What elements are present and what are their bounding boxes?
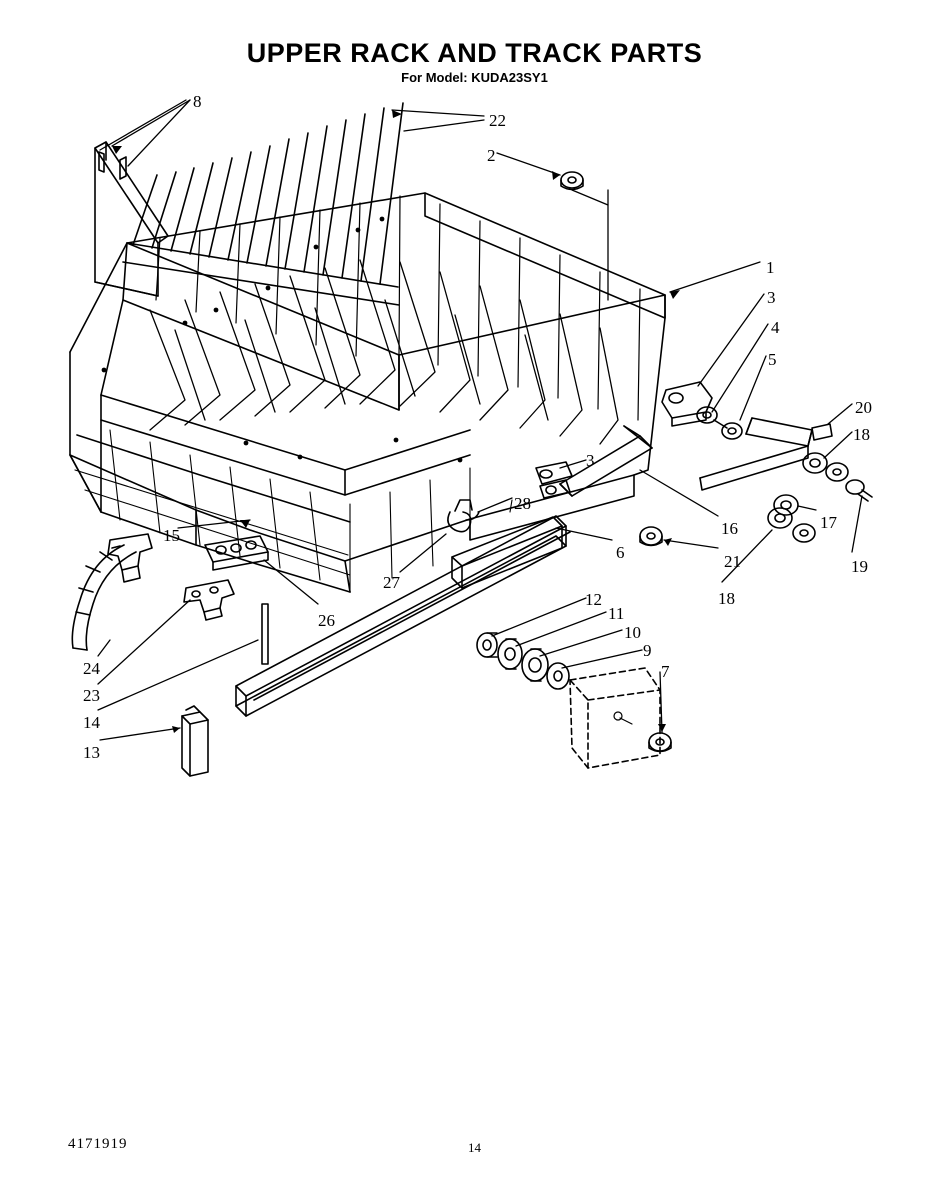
part-24-curved-strap: [72, 545, 136, 650]
callout-14: 14: [83, 713, 100, 732]
rack-interior-tines: [150, 260, 618, 444]
callout-13: 13: [83, 743, 100, 762]
part-21-nut-left: [640, 527, 662, 546]
part-15-rack-adjuster: [108, 534, 152, 582]
part-28-clip: [448, 500, 479, 532]
callout-6: 6: [616, 543, 625, 562]
part-13-end-cap: [182, 706, 208, 776]
callout-26: 26: [318, 611, 335, 630]
callout-3-left: 3: [586, 451, 595, 470]
part-11-spacer: [498, 639, 522, 669]
callout-7: 7: [661, 662, 670, 681]
callout-23: 23: [83, 686, 100, 705]
callout-9: 9: [643, 641, 652, 660]
callout-18-upper: 18: [853, 425, 870, 444]
part-14-rod: [262, 604, 268, 664]
callout-4: 4: [771, 318, 780, 337]
part-7-screw-detail: [614, 712, 632, 724]
callout-19: 19: [851, 557, 868, 576]
callout-3-right: 3: [767, 288, 776, 307]
callout-10: 10: [624, 623, 641, 642]
leader-arrowheads: [112, 110, 680, 733]
callout-17: 17: [820, 513, 837, 532]
callout-28: 28: [514, 494, 531, 513]
callout-18-lower: 18: [718, 589, 735, 608]
rack-back-wires: [156, 196, 640, 420]
part-2-nut: [561, 172, 583, 190]
callout-15: 15: [163, 526, 180, 545]
page-title: UPPER RACK AND TRACK PARTS: [246, 38, 703, 68]
part-23-clip-bracket: [184, 580, 234, 620]
model-subtitle: For Model: KUDA23SY1: [401, 70, 548, 85]
part-3-bracket-left: [536, 462, 572, 498]
callout-5: 5: [768, 350, 777, 369]
part-8-left-tine-panel: [95, 142, 168, 296]
part-17-washer: [774, 495, 798, 515]
callout-1: 1: [766, 258, 775, 277]
page-number: 14: [468, 1140, 481, 1155]
part-19-screw-right: [846, 480, 872, 501]
callout-27: 27: [383, 573, 400, 592]
callout-16: 16: [721, 519, 738, 538]
callout-2: 2: [487, 146, 496, 165]
callout-11: 11: [608, 604, 625, 623]
callout-12: 12: [585, 590, 602, 609]
callout-8: 8: [193, 92, 202, 111]
lower-track-rail: [236, 516, 570, 716]
part-5-track-arm: [700, 418, 812, 490]
part-3-bracket-right: [662, 382, 712, 426]
callout-20: 20: [855, 398, 872, 417]
callout-22: 22: [489, 111, 506, 130]
document-number: 4171919: [68, 1136, 128, 1152]
part-10-roller: [522, 649, 548, 681]
callout-24: 24: [83, 659, 100, 678]
part-20-clip: [812, 424, 832, 440]
part-12-axle: [477, 633, 497, 657]
callout-21: 21: [724, 552, 741, 571]
